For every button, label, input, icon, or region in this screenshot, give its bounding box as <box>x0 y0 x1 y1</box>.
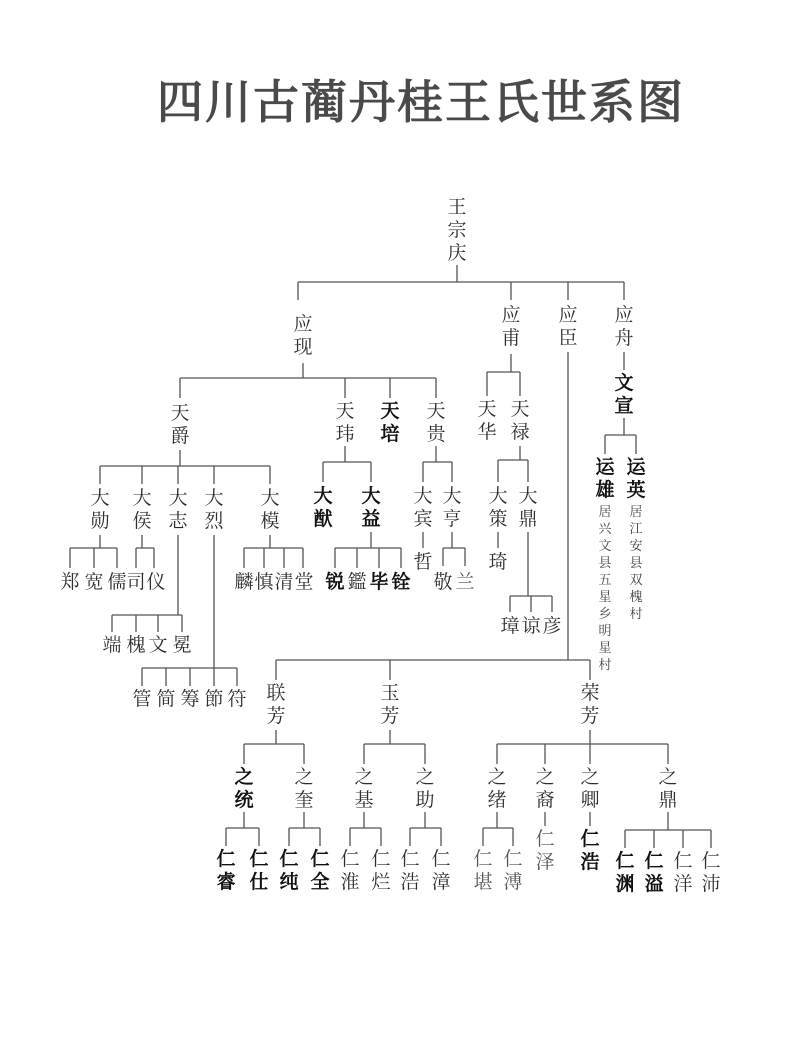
person-yan: 彦 <box>542 615 562 637</box>
person-renkan: 仁堪 <box>473 848 493 893</box>
person-qing: 清 <box>274 571 294 593</box>
person-zheng: 郑 <box>60 571 80 593</box>
person-tianhua: 天华 <box>477 398 497 443</box>
person-qi: 琦 <box>488 551 508 573</box>
person-tianlu: 天禄 <box>510 398 530 443</box>
person-zhishang: 之裔 <box>535 766 555 811</box>
person-tianwei: 天玮 <box>335 400 355 445</box>
person-lan: 兰 <box>455 571 475 593</box>
person-rencan: 仁烂 <box>371 848 391 893</box>
person-dazhi: 大志 <box>168 487 188 532</box>
person-tiangui: 天贵 <box>426 400 446 445</box>
person-zhixu: 之绪 <box>487 766 507 811</box>
person-yi: 仪 <box>146 571 166 593</box>
chart-title: 四川古蔺丹桂王氏世系图 <box>157 75 685 129</box>
person-ru: 儒 <box>107 571 127 593</box>
person-liang: 谅 <box>521 615 541 637</box>
person-jian: 简 <box>156 688 176 710</box>
person-zhiqing: 之卿 <box>580 766 600 811</box>
person-zhiding: 之鼎 <box>658 766 678 811</box>
person-yufang: 玉芳 <box>380 682 400 727</box>
person-renzhang: 仁漳 <box>431 848 451 893</box>
person-dace: 大策 <box>488 485 508 530</box>
person-damo: 大模 <box>260 487 280 532</box>
person-lin: 麟 <box>234 571 254 593</box>
person-yingfu: 应甫 <box>501 304 521 349</box>
person-daheng: 大亨 <box>442 485 462 530</box>
person-jie: 節 <box>204 688 224 710</box>
person-yingchen: 应臣 <box>558 304 578 349</box>
person-zhang: 璋 <box>500 615 520 637</box>
person-shen: 慎 <box>254 571 274 593</box>
person-renshi: 仁仕 <box>249 848 269 893</box>
note-yunxiong-residence: 居兴文县五星乡明星村 <box>598 505 612 673</box>
note-yunying-residence: 居江安县双槐村 <box>629 505 643 622</box>
person-renyuan: 仁渊 <box>615 850 635 895</box>
person-renhuai: 仁淮 <box>340 848 360 893</box>
person-zhizhu: 之助 <box>415 766 435 811</box>
person-tianpei: 天培 <box>380 400 400 445</box>
person-dayi: 大益 <box>361 485 381 530</box>
person-wang-zongqing: 王宗庆 <box>447 196 467 264</box>
person-dalie: 大烈 <box>204 487 224 532</box>
person-yingzhou: 应舟 <box>614 304 634 349</box>
person-kuan: 宽 <box>84 571 104 593</box>
person-renyang: 仁洋 <box>673 850 693 895</box>
person-lianfang: 联芳 <box>266 682 286 727</box>
person-renquan: 仁全 <box>310 848 330 893</box>
person-zhiji: 之基 <box>354 766 374 811</box>
person-renyi: 仁溢 <box>644 850 664 895</box>
person-guan: 管 <box>132 688 152 710</box>
person-wen: 文 <box>148 634 168 656</box>
person-zhikui: 之奎 <box>294 766 314 811</box>
person-jing: 敬 <box>433 571 453 593</box>
person-dahou: 大侯 <box>132 487 152 532</box>
person-renrui: 仁睿 <box>216 848 236 893</box>
person-rongfang: 荣芳 <box>580 682 600 727</box>
person-dading: 大鼎 <box>518 485 538 530</box>
person-fu: 符 <box>227 688 247 710</box>
person-renpu: 仁溥 <box>503 848 523 893</box>
person-dabin: 大宾 <box>413 485 433 530</box>
person-duan: 端 <box>102 634 122 656</box>
person-rui: 锐 <box>325 571 345 593</box>
person-si: 司 <box>126 571 146 593</box>
person-daxun: 大勋 <box>90 487 110 532</box>
person-bi: 毕 <box>369 571 389 593</box>
person-tang: 堂 <box>294 571 314 593</box>
person-renze: 仁泽 <box>535 828 555 873</box>
person-yingxian: 应现 <box>293 313 313 358</box>
person-zhitong: 之统 <box>234 766 254 811</box>
person-daxian: 大猷 <box>313 485 333 530</box>
person-wenxuan: 文宣 <box>614 372 634 417</box>
person-renchun: 仁纯 <box>279 848 299 893</box>
person-quan: 铨 <box>391 571 411 593</box>
person-zhe: 哲 <box>413 551 433 573</box>
person-renhao-2: 仁浩 <box>580 828 600 873</box>
person-chou: 筹 <box>180 688 200 710</box>
person-yunxiong: 运雄 <box>595 456 615 501</box>
person-kui: 槐 <box>126 634 146 656</box>
person-yunying: 运英 <box>626 456 646 501</box>
person-tianjue: 天爵 <box>170 402 190 447</box>
person-renpei: 仁沛 <box>701 850 721 895</box>
person-lu: 鑑 <box>347 571 367 593</box>
person-renhao-1: 仁浩 <box>400 848 420 893</box>
person-mian: 冕 <box>172 634 192 656</box>
